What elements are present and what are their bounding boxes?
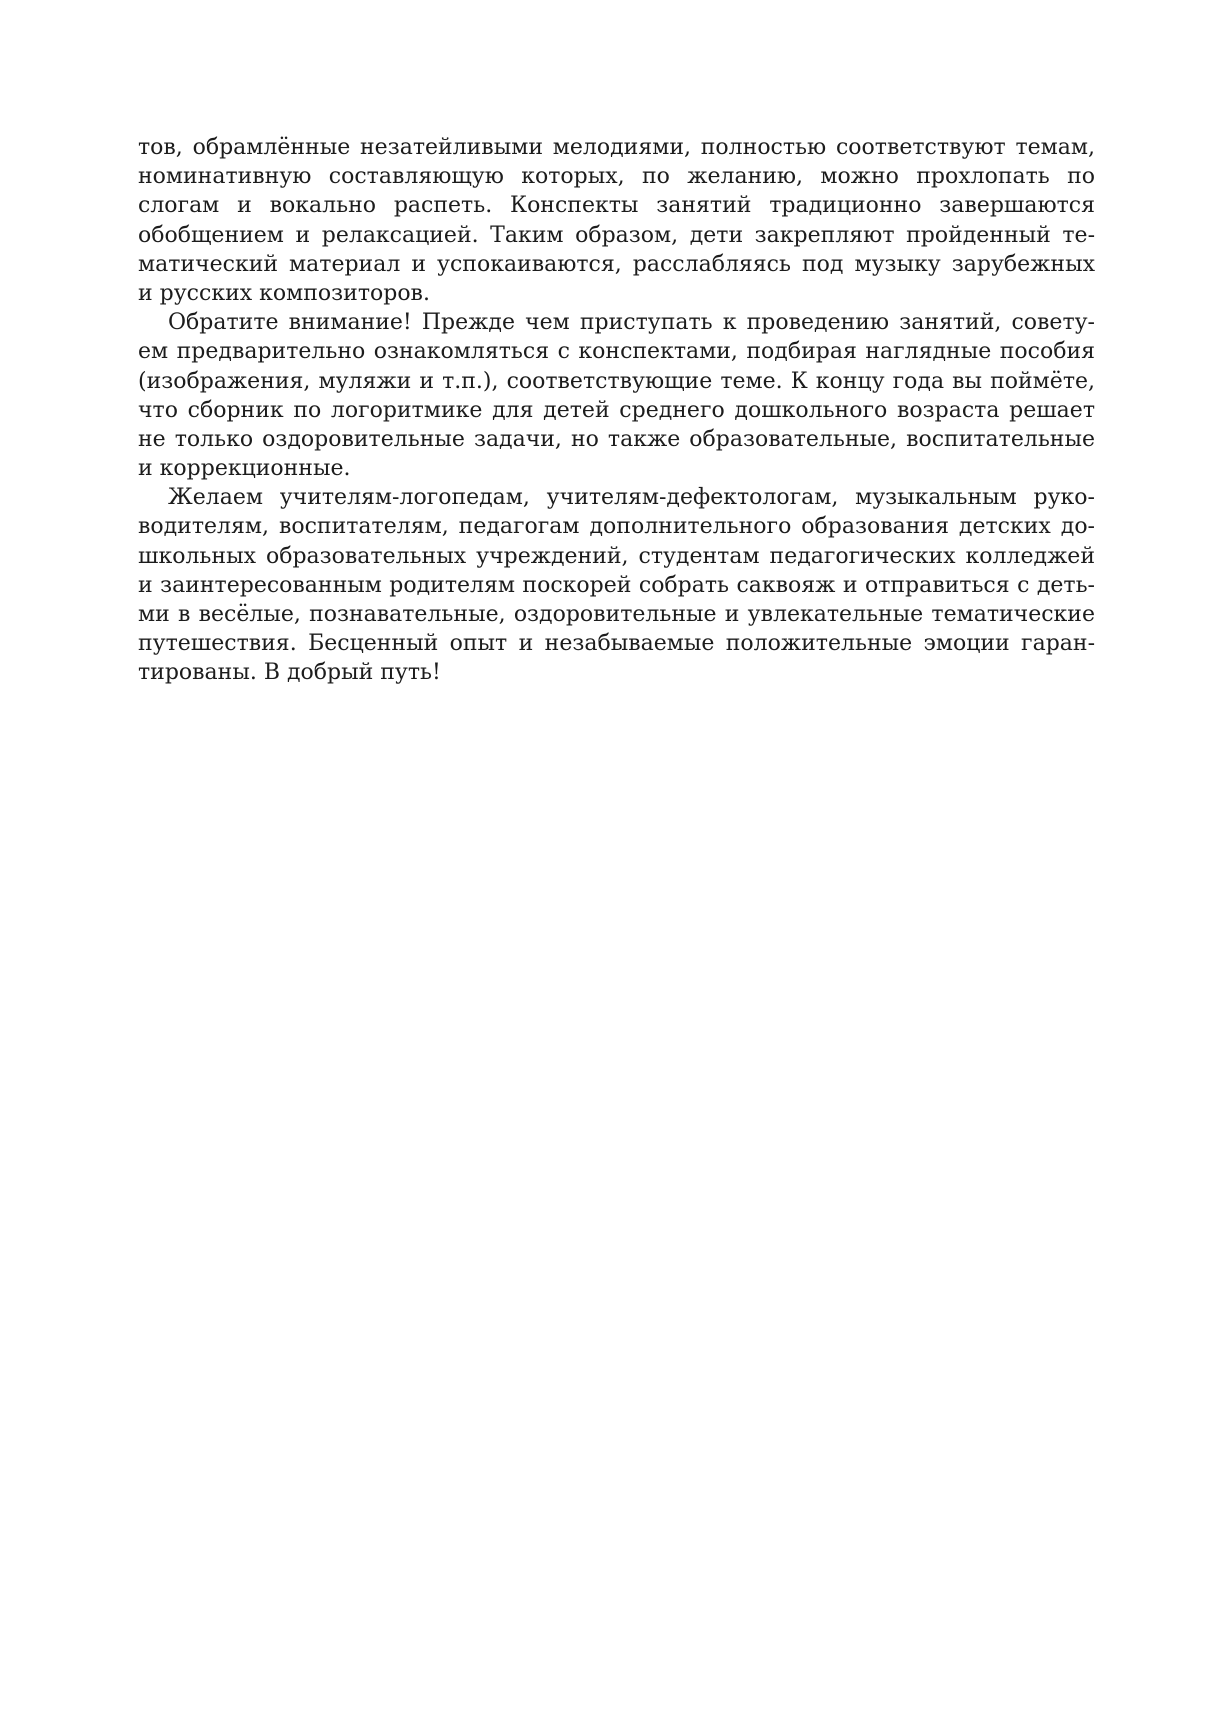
text-line: Обратите внимание! Прежде чем приступать к проведению занятий, совету-	[168, 310, 1095, 336]
text-line: что сборник по логоритмике для детей среднего дошкольного возраста решает	[138, 397, 1095, 423]
text-line: тированы. В добрый путь!	[138, 660, 441, 686]
paragraph-1	[138, 133, 1095, 308]
text-line: ми в весёлые, познавательные, оздоровительные и увлекательные тематические	[138, 602, 1095, 627]
text-line: ем предварительно ознакомляться с конспектами, подбирая наглядные пособия	[138, 339, 1095, 365]
text-line: водителям, воспитателям, педагогам дополнительного образования детских до-	[138, 514, 1095, 540]
text-line: не только оздоровительные задачи, но также образовательные, воспитательные	[138, 426, 1095, 452]
text-line: школьных образовательных учреждений, студентам педагогических колледжей	[138, 543, 1095, 569]
text-line: слогам и вокально распеть. Конспекты занятий традиционно завершаются	[138, 193, 1095, 219]
text-line: и русских композиторов.	[138, 280, 430, 306]
text-line: обобщением и релаксацией. Таким образом, дети закрепляют пройденный те-	[138, 222, 1095, 248]
text-line: путешествия. Бесценный опыт и незабываемые положительные эмоции гаран-	[138, 631, 1095, 657]
text-line: Желаем учителям-логопедам, учителям-дефектологам, музыкальным руко-	[168, 485, 1095, 511]
body-text	[138, 133, 1095, 688]
paragraph-2	[138, 308, 1095, 483]
text-line: и коррекционные.	[138, 456, 351, 482]
text-line: и заинтересованным родителям поскорей собрать саквояж и отправиться с деть-	[138, 572, 1095, 598]
text-line: (изображения, муляжи и т.п.), соответствующие теме. К концу года вы поймёте,	[138, 368, 1095, 394]
text-line: матический материал и успокаиваются, расслабляясь под музыку зарубежных	[138, 251, 1095, 277]
text-line: тов, обрамлённые незатейливыми мелодиями, полностью соответствуют темам,	[138, 135, 1095, 160]
text-line: номинативную составляющую которых, по желанию, можно прохлопать по	[138, 164, 1095, 190]
paragraph-3	[138, 483, 1095, 687]
